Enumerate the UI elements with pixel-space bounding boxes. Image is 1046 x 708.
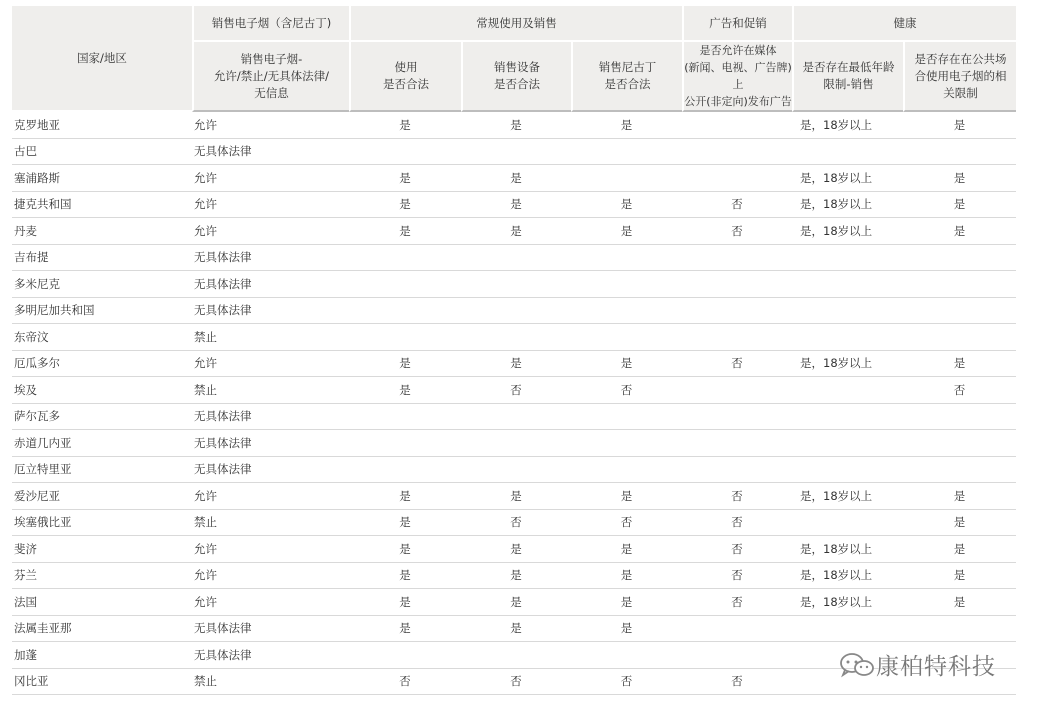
cell-device [461,404,571,431]
cell-nicotine [571,139,682,166]
cell-ads: 否 [682,351,792,378]
cell-use: 是 [349,218,461,245]
table-row [12,271,1016,298]
cell-public-use [903,404,1016,431]
cell-country: 多米尼克 [12,271,192,298]
cell-sale: 允许 [192,483,349,510]
cell-min-age [792,457,903,484]
cell-ads: 否 [682,669,792,696]
table-row [12,510,1016,537]
table-row [12,536,1016,563]
cell-public-use: 是 [903,536,1016,563]
cell-min-age: 是，18岁以上 [792,536,903,563]
header-group-general: 常规使用及销售 [349,6,682,42]
cell-country: 埃塞俄比亚 [12,510,192,537]
table-row [12,165,1016,192]
cell-public-use: 否 [903,377,1016,404]
cell-use [349,430,461,457]
cell-nicotine: 是 [571,589,682,616]
subheader-nicotine: 销售尼古丁 是否合法 [571,42,682,112]
cell-sale: 禁止 [192,324,349,351]
cell-ads: 否 [682,563,792,590]
cell-nicotine [571,324,682,351]
cell-use: 是 [349,377,461,404]
cell-min-age: 是，18岁以上 [792,351,903,378]
cell-min-age: 是，18岁以上 [792,563,903,590]
cell-nicotine: 是 [571,351,682,378]
cell-min-age [792,324,903,351]
cell-sale: 禁止 [192,510,349,537]
header-group-ads: 广告和促销 [682,6,792,42]
table-row [12,377,1016,404]
cell-public-use: 是 [903,351,1016,378]
cell-nicotine: 否 [571,377,682,404]
cell-sale: 禁止 [192,377,349,404]
table-row [12,192,1016,219]
table-row [12,351,1016,378]
cell-country: 厄瓜多尔 [12,351,192,378]
table-row [12,616,1016,643]
cell-ads [682,112,792,139]
cell-use: 是 [349,112,461,139]
cell-ads [682,642,792,669]
cell-use: 是 [349,192,461,219]
cell-country: 克罗地亚 [12,112,192,139]
cell-public-use [903,324,1016,351]
cell-min-age [792,616,903,643]
cell-sale: 允许 [192,165,349,192]
cell-min-age [792,377,903,404]
cell-device: 是 [461,218,571,245]
cell-sale: 无具体法律 [192,245,349,272]
table-header [12,6,1016,112]
cell-device: 是 [461,616,571,643]
cell-device [461,139,571,166]
cell-nicotine [571,404,682,431]
table-row [12,245,1016,272]
cell-device: 是 [461,589,571,616]
cell-sale: 无具体法律 [192,457,349,484]
cell-country: 加蓬 [12,642,192,669]
cell-device: 是 [461,112,571,139]
cell-device: 是 [461,563,571,590]
cell-use [349,642,461,669]
cell-nicotine: 是 [571,483,682,510]
cell-country: 爱沙尼亚 [12,483,192,510]
cell-ads [682,298,792,325]
cell-public-use: 是 [903,192,1016,219]
table-row [12,218,1016,245]
table-row [12,589,1016,616]
cell-use: 是 [349,536,461,563]
cell-device: 是 [461,483,571,510]
cell-use: 是 [349,510,461,537]
cell-use: 否 [349,669,461,696]
cell-country: 厄立特里亚 [12,457,192,484]
cell-public-use [903,271,1016,298]
cell-nicotine: 是 [571,536,682,563]
table-row [12,563,1016,590]
cell-min-age: 是，18岁以上 [792,165,903,192]
cell-device: 是 [461,165,571,192]
cell-device: 是 [461,192,571,219]
cell-nicotine: 是 [571,616,682,643]
cell-ads [682,245,792,272]
cell-country: 萨尔瓦多 [12,404,192,431]
cell-public-use [903,245,1016,272]
cell-device: 是 [461,536,571,563]
cell-ads [682,271,792,298]
cell-device: 否 [461,377,571,404]
cell-use [349,139,461,166]
cell-ads: 否 [682,192,792,219]
regulation-table-container [12,6,1016,695]
cell-ads: 否 [682,218,792,245]
cell-nicotine [571,298,682,325]
cell-device [461,642,571,669]
cell-nicotine [571,457,682,484]
cell-sale: 无具体法律 [192,271,349,298]
cell-country: 吉布提 [12,245,192,272]
cell-min-age: 是，18岁以上 [792,483,903,510]
cell-nicotine: 否 [571,669,682,696]
cell-use: 是 [349,483,461,510]
cell-device [461,271,571,298]
table-row [12,430,1016,457]
cell-min-age [792,298,903,325]
cell-ads [682,165,792,192]
cell-sale: 允许 [192,563,349,590]
cell-sale: 无具体法律 [192,139,349,166]
subheader-min-age: 是否存在最低年龄 限制-销售 [792,42,903,112]
cell-ads [682,457,792,484]
cell-country: 塞浦路斯 [12,165,192,192]
subheader-device: 销售设备 是否合法 [461,42,571,112]
cell-ads: 否 [682,483,792,510]
cell-device [461,245,571,272]
cell-sale: 无具体法律 [192,616,349,643]
cell-nicotine: 是 [571,218,682,245]
cell-public-use: 是 [903,589,1016,616]
cell-device [461,430,571,457]
cell-public-use: 是 [903,563,1016,590]
cell-ads [682,404,792,431]
cell-sale: 允许 [192,351,349,378]
header-group-sale: 销售电子烟（含尼古丁) [192,6,349,42]
table-row [12,112,1016,139]
cell-ads [682,139,792,166]
cell-nicotine [571,245,682,272]
cell-sale: 无具体法律 [192,404,349,431]
cell-use [349,404,461,431]
table-row [12,404,1016,431]
cell-sale: 允许 [192,589,349,616]
cell-use: 是 [349,616,461,643]
subheader-public-use: 是否存在在公共场 合使用电子烟的相 关限制 [903,42,1016,112]
cell-use: 是 [349,165,461,192]
cell-device [461,324,571,351]
table-row [12,139,1016,166]
cell-nicotine: 是 [571,112,682,139]
cell-use [349,324,461,351]
cell-country: 赤道几内亚 [12,430,192,457]
cell-public-use [903,298,1016,325]
cell-min-age [792,245,903,272]
wechat-logo-icon [838,651,876,679]
cell-ads [682,324,792,351]
cell-min-age [792,404,903,431]
table-row [12,324,1016,351]
cell-nicotine: 是 [571,192,682,219]
cell-country: 丹麦 [12,218,192,245]
subheader-sale: 销售电子烟- 允许/禁止/无具体法律/ 无信息 [192,42,349,112]
cell-use [349,245,461,272]
subheader-use: 使用 是否合法 [349,42,461,112]
cell-sale: 无具体法律 [192,430,349,457]
cell-country: 东帝汶 [12,324,192,351]
subheader-ads: 是否允许在媒体 (新闻、电视、广告牌) 上 公开(非定向)发布广告 [682,42,792,112]
cell-sale: 允许 [192,218,349,245]
cell-device: 否 [461,510,571,537]
cell-sale: 禁止 [192,669,349,696]
table-row [12,298,1016,325]
cell-min-age [792,430,903,457]
cell-nicotine: 否 [571,510,682,537]
cell-use: 是 [349,351,461,378]
cell-use: 是 [349,589,461,616]
cell-min-age: 是，18岁以上 [792,589,903,616]
cell-public-use: 是 [903,165,1016,192]
cell-use [349,298,461,325]
cell-public-use [903,457,1016,484]
cell-public-use: 是 [903,112,1016,139]
cell-country: 法属圭亚那 [12,616,192,643]
cell-country: 斐济 [12,536,192,563]
cell-nicotine [571,430,682,457]
cell-device [461,298,571,325]
cell-ads [682,616,792,643]
cell-ads: 否 [682,589,792,616]
cell-use [349,271,461,298]
cell-public-use [903,616,1016,643]
cell-country: 多明尼加共和国 [12,298,192,325]
watermark [838,648,996,681]
cell-country: 捷克共和国 [12,192,192,219]
header-region: 国家/地区 [12,6,192,112]
table-body [12,112,1016,695]
cell-country: 芬兰 [12,563,192,590]
cell-min-age [792,271,903,298]
cell-ads: 否 [682,510,792,537]
cell-country: 冈比亚 [12,669,192,696]
cell-country: 古巴 [12,139,192,166]
cell-nicotine [571,642,682,669]
header-group-health: 健康 [792,6,1016,42]
table-row [12,483,1016,510]
cell-min-age [792,510,903,537]
cell-min-age: 是，18岁以上 [792,112,903,139]
cell-device: 否 [461,669,571,696]
cell-nicotine [571,165,682,192]
cell-min-age: 是，18岁以上 [792,192,903,219]
cell-public-use [903,430,1016,457]
cell-sale: 无具体法律 [192,298,349,325]
cell-device [461,457,571,484]
cell-sale: 允许 [192,112,349,139]
watermark-text: 康柏特科技 [876,654,996,680]
cell-public-use: 是 [903,218,1016,245]
cell-device: 是 [461,351,571,378]
cell-public-use: 是 [903,510,1016,537]
cell-ads [682,430,792,457]
table-row [12,457,1016,484]
cell-public-use: 是 [903,483,1016,510]
cell-ads: 否 [682,536,792,563]
cell-nicotine [571,271,682,298]
cell-country: 法国 [12,589,192,616]
cell-country: 埃及 [12,377,192,404]
ecig-regulation-table [12,6,1016,695]
cell-sale: 允许 [192,536,349,563]
cell-nicotine: 是 [571,563,682,590]
cell-use: 是 [349,563,461,590]
cell-min-age: 是，18岁以上 [792,218,903,245]
cell-ads [682,377,792,404]
cell-use [349,457,461,484]
cell-sale: 允许 [192,192,349,219]
cell-min-age [792,139,903,166]
cell-public-use [903,139,1016,166]
cell-sale: 无具体法律 [192,642,349,669]
